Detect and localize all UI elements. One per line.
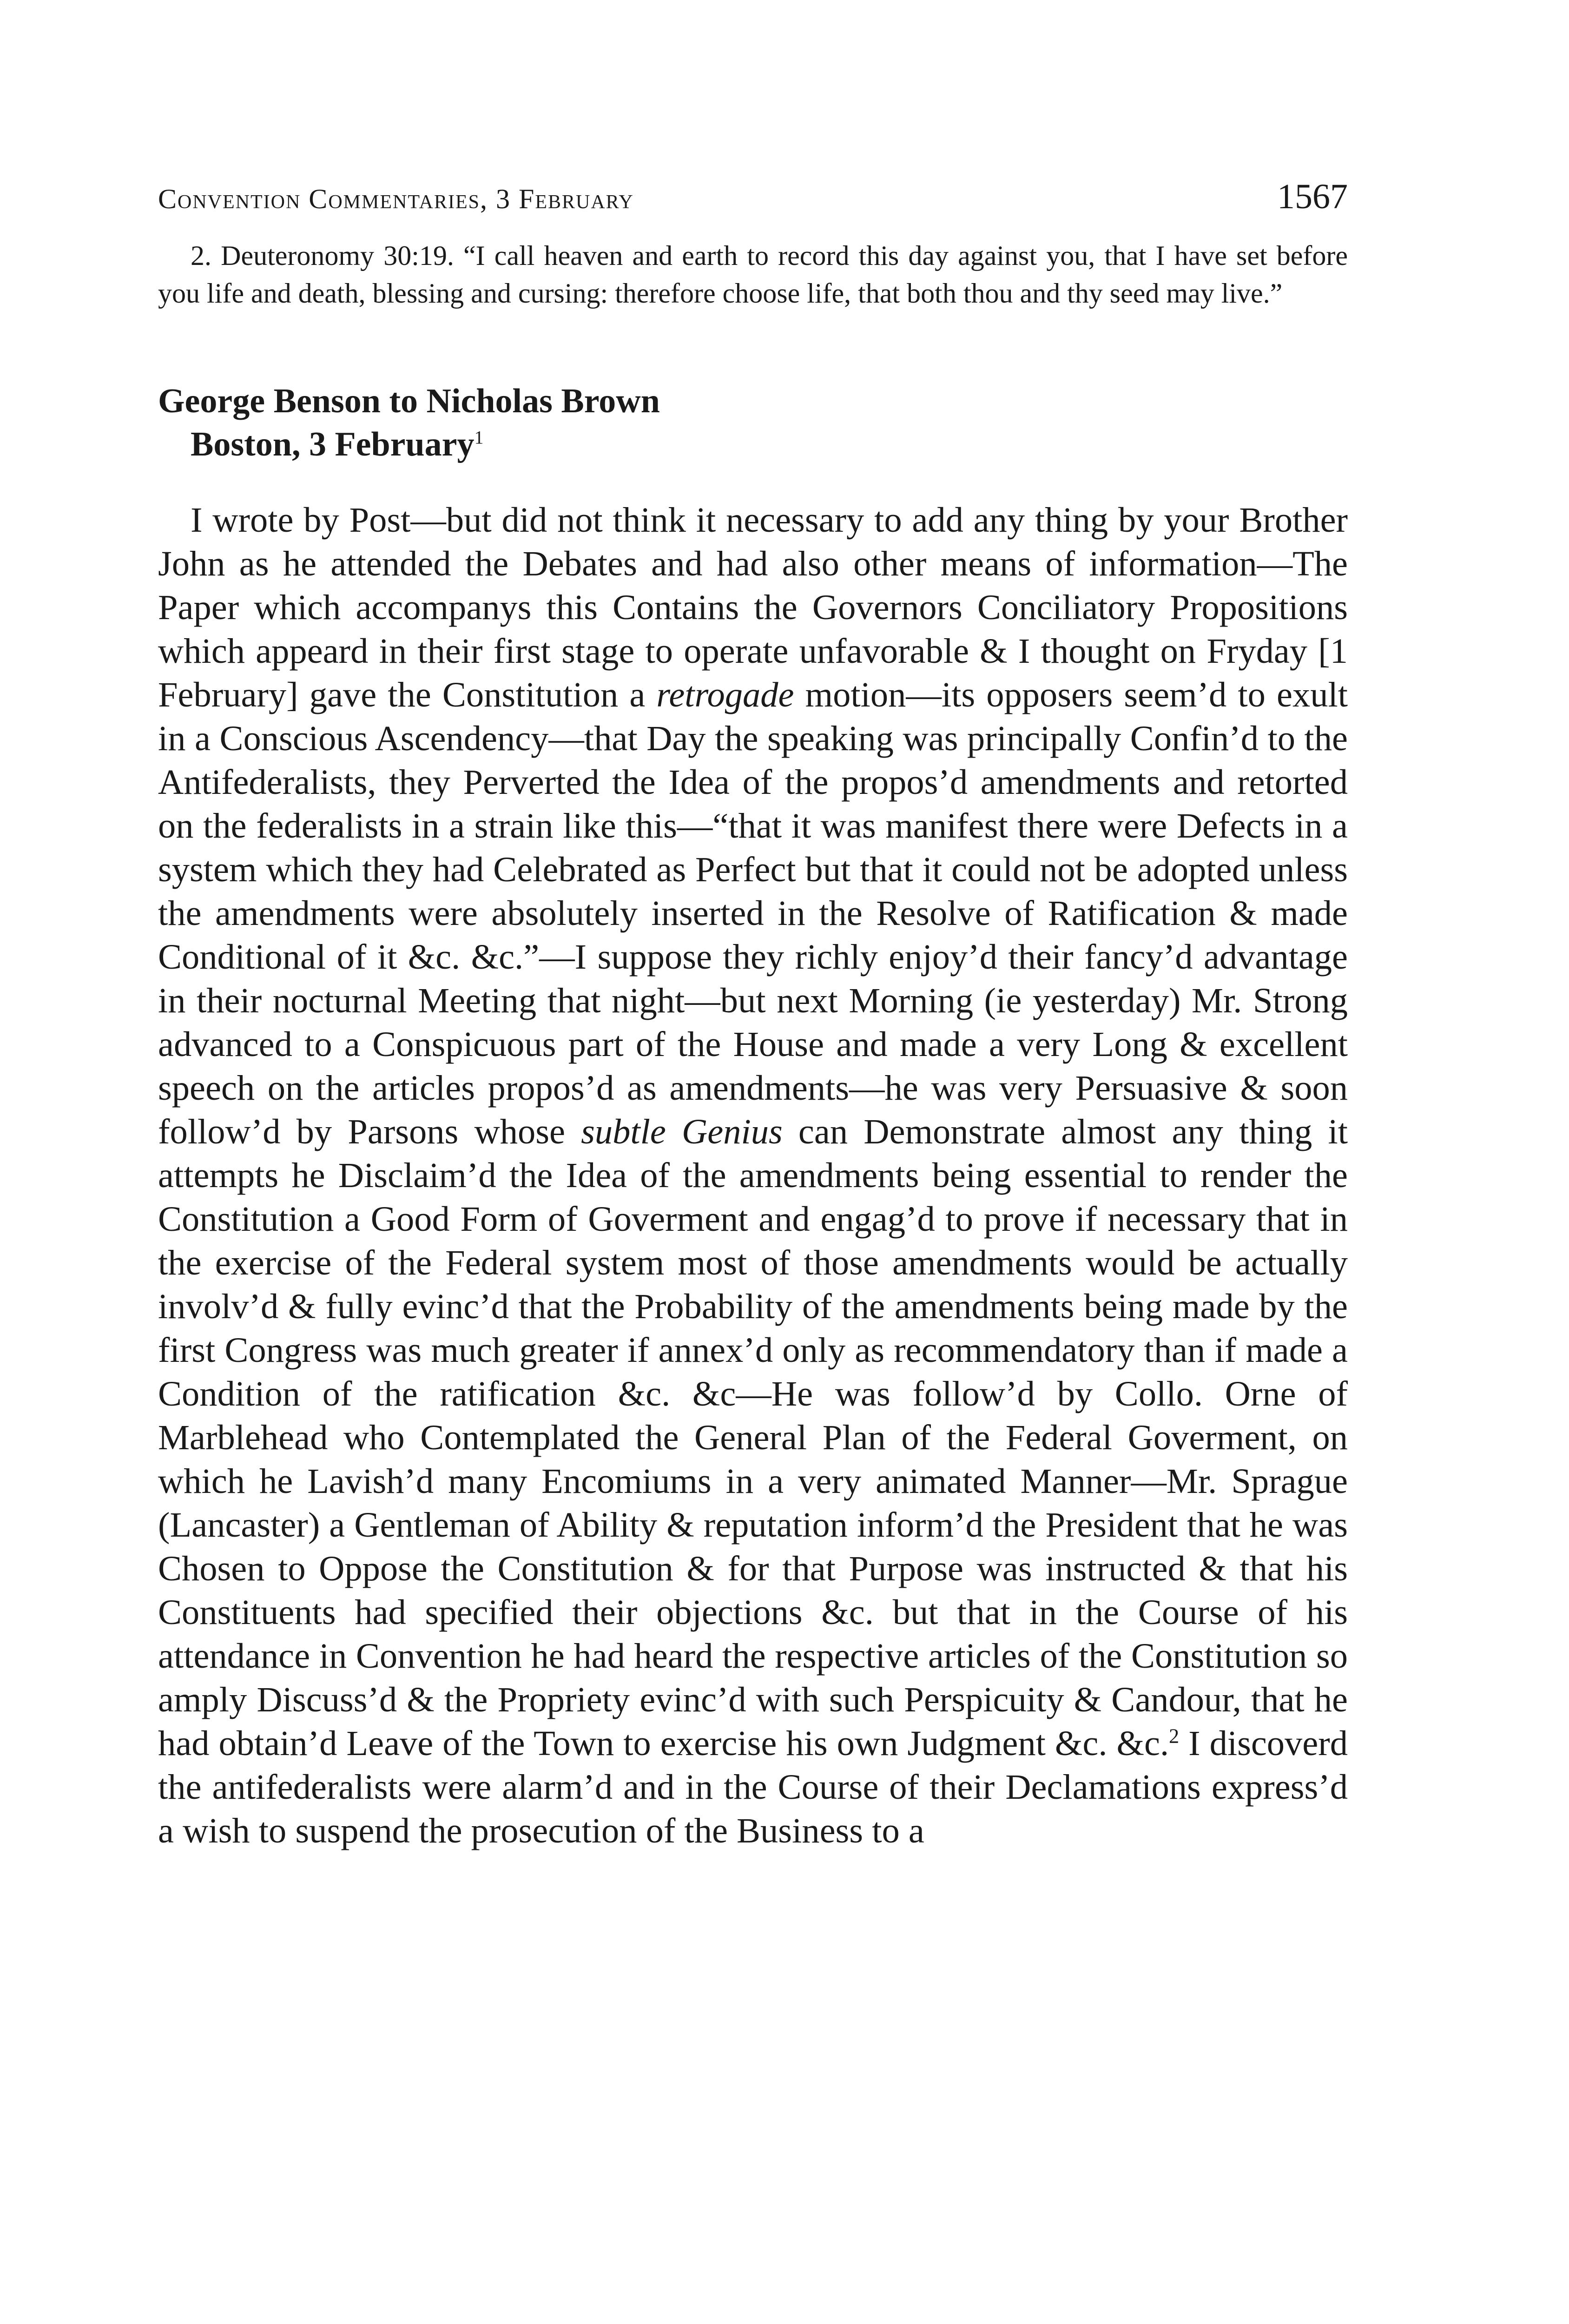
footnote: 2. Deuteronomy 30:19. “I call heaven and earth to record this day against you, that I have set before you life and death, blessing and cursing: therefore choose life, that both thou and thy seed may live.” (158, 240, 1348, 309)
letter-heading (158, 380, 1348, 466)
letter-heading-place-date-text: Boston, 3 February (191, 425, 475, 463)
letter-text-2: motion—its opposers seem’d to exult in a Conscious Ascendency—that Day the speaking was principally Confin’d to the Antifederalists, they Perverted the Idea of the propos’d amendments and retorted on the federalists in a strain like this—“that it was manifest there were Defects in a system which they had Celebrated as Perfect but that it could not be adopted unless the amendments were absolutely inserted in the Resolve of Ratification & made Conditional of it &c. &c.”—I suppose they richly enjoy’d their fancy’d advantage in their nocturnal Meeting that night—but next Morning (ie yesterday) Mr. Strong advanced to a Conspicuous part of the House and made a very Long & excellent speech on the articles propos’d as amendments—he was very Persuasive & soon follow’d by Parsons whose (158, 675, 1348, 1151)
letter-italic-retrogade: retrogade (656, 675, 794, 714)
letter-heading-place-date (158, 423, 1348, 466)
document-page (158, 177, 1348, 1853)
letter-text-4: I discoverd the antifederalists were alarm’d and in the Course of their Declamations express’d a wish to suspend the prosecution of the Business to a (158, 1723, 1348, 1850)
footnote-marker-1: 1 (474, 426, 484, 448)
letter-italic-subtle-genius: subtle Genius (581, 1112, 783, 1151)
running-title: Convention Commentaries, 3 February (158, 184, 634, 214)
running-header (158, 177, 1348, 237)
letter-body (158, 498, 1348, 1853)
letter-heading-correspondents: George Benson to Nicholas Brown (158, 382, 660, 420)
letter-text-1: I wrote by Post—but did not think it necessary to add any thing by your Brother John as he attended the Debates and had also other means of information—The Paper which accompanys this Contains the Governors Conciliatory Propositions which appeard in their first stage to operate unfavorable & I thought on Fryday [1 February] gave the Constitution a (158, 500, 1348, 714)
letter-text-3: can Demonstrate almost any thing it attempts he Disclaim’d the Idea of the amendments being essential to render the Constitution a Good Form of Goverment and engag’d to prove if necessary that in the exercise of the Federal system most of those amendments would be actually involv’d & fully evinc’d that the Probability of the amendments being made by the first Congress was much greater if annex’d only as recommendatory than if made a Condition of the ratification &c. &c—He was follow’d by Collo. Orne of Marblehead who Contemplated the General Plan of the Federal Goverment, on which he Lavish’d many Encomiums in a very animated Manner—Mr. Sprague (Lancaster) a Gentleman of Ability & reputation inform’d the President that he was Chosen to Oppose the Constitution & for that Purpose was instructed & that his Constituents had specified their objections &c. but that in the Course of his attendance in Convention he had heard the respective articles of the Constitution so amply Discuss’d & the Propriety evinc’d with such Perspicuity & Candour, that he had obtain’d Leave of the Town to exercise his own Judgment &c. &c. (158, 1112, 1348, 1763)
footnote-marker-2: 2 (1169, 1724, 1180, 1748)
page-number: 1567 (1277, 177, 1348, 216)
